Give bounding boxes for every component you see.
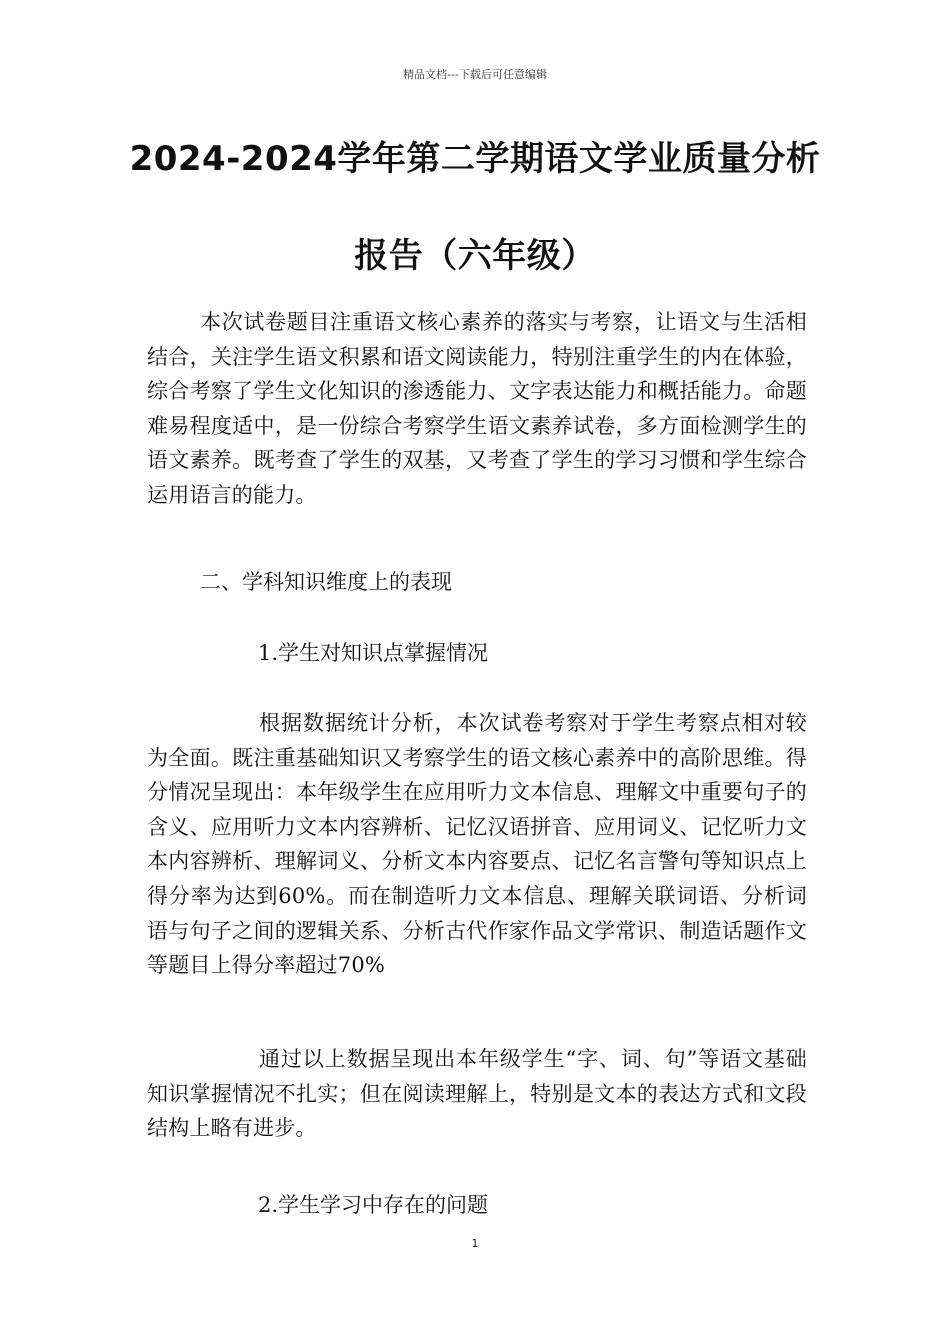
intro-paragraph: 本次试卷题目注重语文核心素养的落实与考察，让语文与生活相结合，关注学生语文积累和语文阅读能力，特别注重学生的内在体验，综合考察了学生文化知识的渗透能力、文字表达能力和概括能力。命题难易程度适中，是一份综合考察学生语文素养试卷，多方面检测学生的语文素养。既考查了学生的双基，又考查了学生的学习习惯和学生综合运用语言的能力。 [147,310,807,507]
document-title-line-1: 2024-2024学年第二学期语文学业质量分析 [129,139,821,179]
document-title-line-2: 报告（六年级） [354,236,596,276]
summary-paragraph: 通过以上数据呈现出本年级学生“字、词、句”等语文基础知识掌握情况不扎实；但在阅读理解上，特别是文本的表达方式和文段结构上略有进步。 [147,1047,807,1141]
knowledge-analysis-paragraph: 根据数据统计分析，本次试卷考察对于学生考察点相对较为全面。既注重基础知识又考察学生的语文核心素养中的高阶思维。得分情况呈现出：本年级学生在应用听力文本信息、理解文中重要句子的含义、应用听力文本内容辨析、记忆汉语拼音、应用词义、记忆听力文本内容辨析、理解词义、分析文本内容要点、记忆名言警句等知识点上得分率为达到60%。而在制造听力文本信息、理解关联词语、分析词语与句子之间的逻辑关系、分析古代作家作品文学常识、制造话题作文等题目上得分率超过70% [147,711,807,978]
page-number: 1 [471,1237,479,1250]
subsection-heading-2: 2.学生学习中存在的问题 [258,1193,489,1217]
page-header: 精品文档---下载后可任意编辑 [403,68,547,81]
subsection-heading-1: 1.学生对知识点掌握情况 [258,641,489,665]
section-heading-2: 二、学科知识维度上的表现 [200,570,452,594]
